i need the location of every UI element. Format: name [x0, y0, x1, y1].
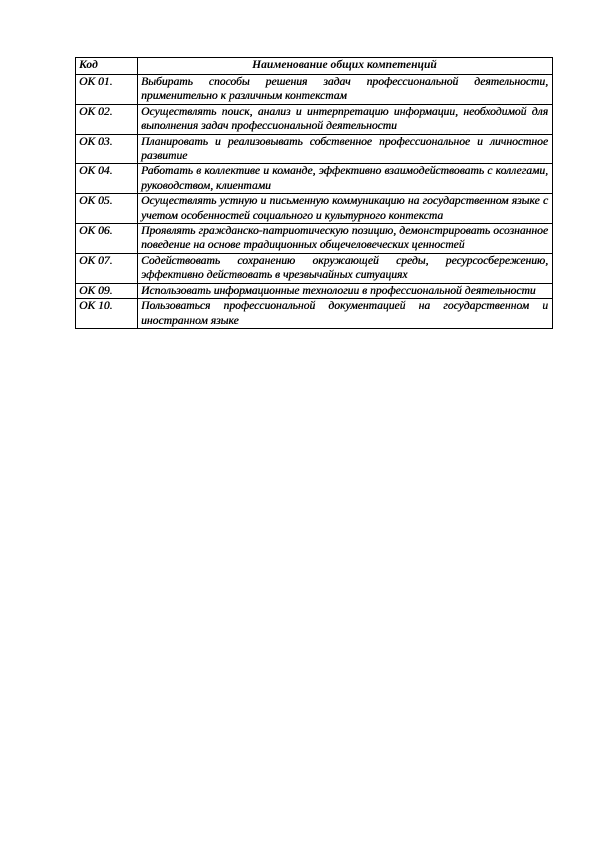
competency-code: ОК 01.	[76, 75, 138, 105]
table-row	[76, 253, 553, 283]
competency-code: ОК 05.	[76, 194, 138, 224]
table-header-row	[76, 58, 553, 75]
table-row	[76, 299, 553, 329]
competencies-table	[75, 57, 553, 329]
competency-code: ОК 06.	[76, 224, 138, 254]
competency-name: Работать в коллективе и команде, эффективно взаимодействовать с коллегами, руководством, клиентами	[138, 164, 553, 194]
competency-name: Выбирать способы решения задач профессиональной деятельности, применительно к различным контекстам	[138, 75, 553, 105]
competency-name: Планировать и реализовывать собственное профессиональное и личностное развитие	[138, 134, 553, 164]
table-row	[76, 283, 553, 298]
competency-code: ОК 02.	[76, 104, 138, 134]
header-code: Код	[76, 58, 138, 75]
competency-code: ОК 07.	[76, 253, 138, 283]
table-row	[76, 134, 553, 164]
competency-name: Использовать информационные технологии в профессиональной деятельности	[138, 283, 553, 298]
competency-name: Осуществлять поиск, анализ и интерпретацию информации, необходимой для выполнения задач профессиональной деятельности	[138, 104, 553, 134]
header-name: Наименование общих компетенций	[138, 58, 553, 75]
competency-code: ОК 03.	[76, 134, 138, 164]
competency-code: ОК 10.	[76, 299, 138, 329]
competency-code: ОК 04.	[76, 164, 138, 194]
competency-name: Проявлять гражданско-патриотическую позицию, демонстрировать осознанное поведение на основе традиционных общечеловеческих ценностей	[138, 224, 553, 254]
table-row	[76, 224, 553, 254]
table-row	[76, 164, 553, 194]
table-row	[76, 194, 553, 224]
table-row	[76, 104, 553, 134]
competency-name: Осуществлять устную и письменную коммуникацию на государственном языке с учетом особенностей социального и культурного контекста	[138, 194, 553, 224]
competency-name: Пользоваться профессиональной документацией на государственном и иностранном языке	[138, 299, 553, 329]
competency-name: Содействовать сохранению окружающей среды, ресурсосбережению, эффективно действовать в чрезвычайных ситуациях	[138, 253, 553, 283]
competency-code: ОК 09.	[76, 283, 138, 298]
table-row	[76, 75, 553, 105]
